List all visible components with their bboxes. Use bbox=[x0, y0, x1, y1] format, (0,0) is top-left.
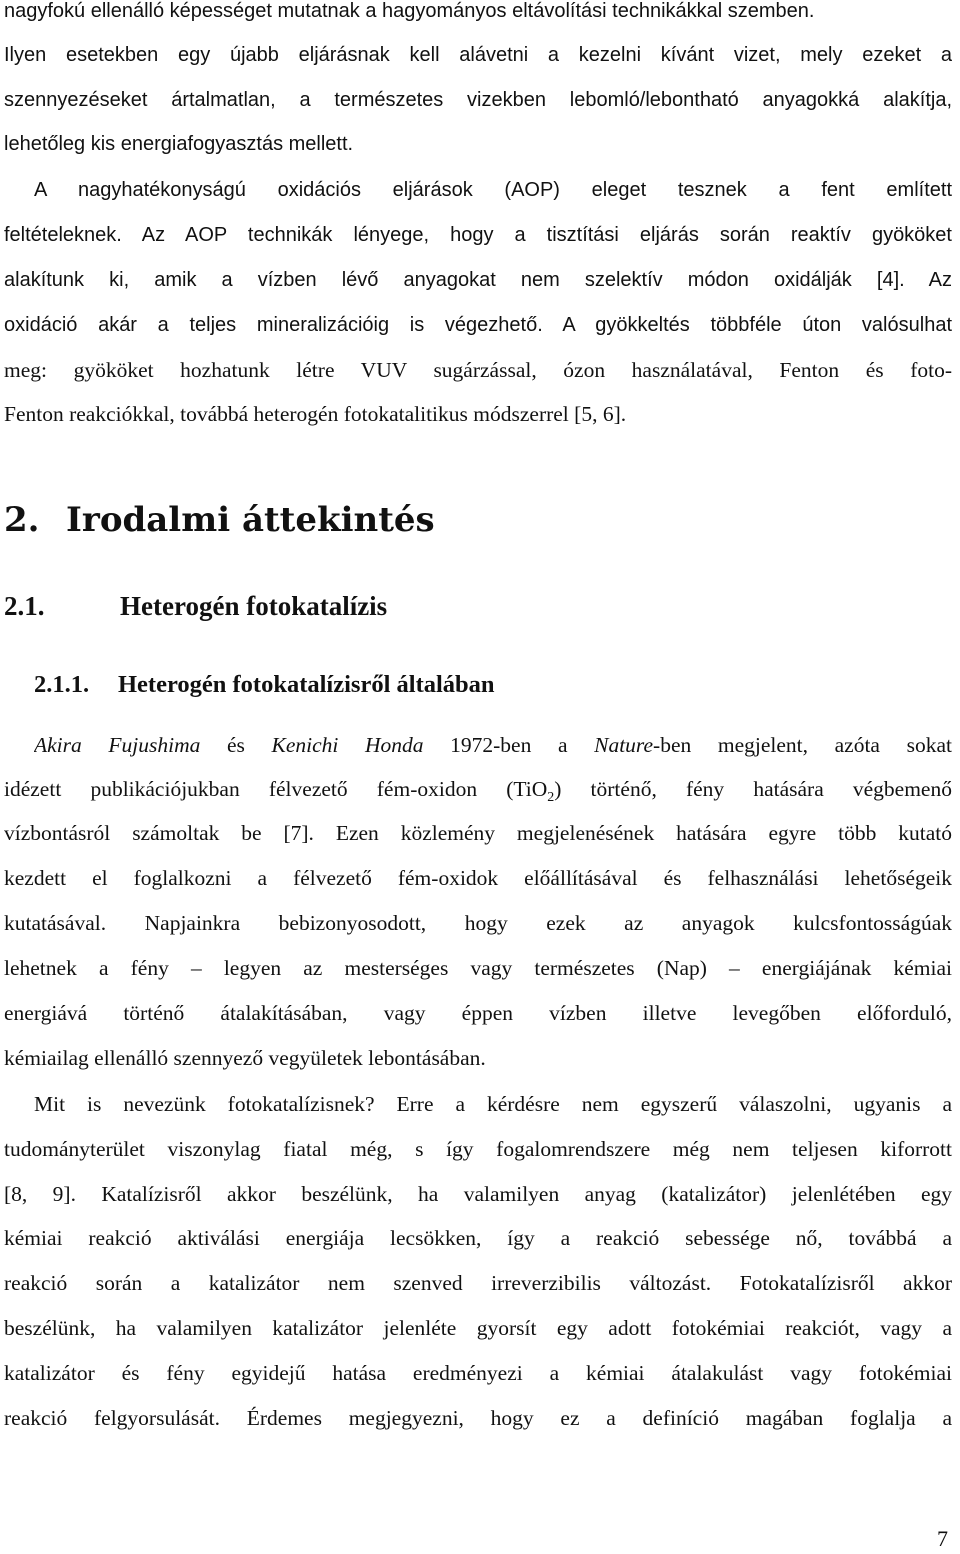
subsubsection-number: 2.1.1. bbox=[34, 671, 90, 698]
text-fragment: idézett publikációjukban félvezető fém-oxidon (TiO bbox=[4, 777, 548, 801]
subsection-title: Heterogén fotokatalízis bbox=[120, 591, 388, 621]
para1-line-8: kémiailag ellenálló szennyező vegyületek lebontásában. bbox=[4, 1046, 486, 1070]
aop-line-6: Fenton reakciókkal, továbbá heterogén fotokatalitikus módszerrel [5, 6]. bbox=[4, 402, 627, 426]
text-fragment: 1972-ben a bbox=[423, 733, 595, 757]
journal-name: Nature bbox=[594, 733, 654, 757]
intro-line-3: szennyezéseket ártalmatlan, a természetes vizekben lebomló/lebontható anyagokká alakítja, bbox=[4, 89, 952, 111]
author-name-1: Akira Fujushima bbox=[34, 733, 201, 757]
text-fragment: -ben megjelent, azóta sokat bbox=[653, 733, 952, 757]
intro-line-2: Ilyen esetekben egy újabb eljárásnak kell alávetni a kezelni kívánt vizet, mely ezeket a bbox=[4, 44, 952, 66]
section-number: 2. bbox=[4, 500, 40, 540]
subscript: 2 bbox=[547, 789, 555, 805]
para2-line-4: kémiai reakció aktiválási energiája lecsökken, így a reakció sebessége nő, továbbá a bbox=[4, 1226, 952, 1250]
para2-line-6: beszélünk, ha valamilyen katalizátor jelenléte gyorsít egy adott fotokémiai reakciót, vagy a bbox=[4, 1316, 952, 1340]
subsection-heading bbox=[4, 590, 387, 622]
para1-line-5: kutatásával. Napjainkra bebizonyosodott, hogy ezek az anyagok kulcsfontosságúak bbox=[4, 911, 952, 935]
section-heading bbox=[4, 500, 435, 540]
para1-line-7: energiává történő átalakításában, vagy éppen vízben illetve levegőben előforduló, bbox=[4, 1001, 952, 1025]
para2-line-7: katalizátor és fény egyidejű hatása eredményezi a kémiai átalakulást vagy fotokémiai bbox=[4, 1361, 952, 1385]
para1-line-1 bbox=[34, 731, 952, 761]
para2-line-1: Mit is nevezünk fotokatalízisnek? Erre a kérdésre nem egyszerű válaszolni, ugyanis a bbox=[34, 1092, 952, 1116]
para1-line-2 bbox=[4, 775, 952, 805]
para1-line-6: lehetnek a fény – legyen az mesterséges vagy természetes (Nap) – energiájának kémiai bbox=[4, 956, 952, 980]
aop-line-1: A nagyhatékonyságú oxidációs eljárások (AOP) eleget tesznek a fent említett bbox=[34, 179, 952, 201]
subsection-number: 2.1. bbox=[4, 591, 45, 621]
para2-line-2: tudományterület viszonylag fiatal még, s így fogalomrendszere még nem teljesen kiforrott bbox=[4, 1137, 952, 1161]
section-title: Irodalmi áttekintés bbox=[66, 500, 435, 540]
aop-line-4: oxidáció akár a teljes mineralizációig is végezhető. A gyökkeltés többféle úton valósulhat bbox=[4, 314, 952, 336]
para2-line-8: reakció felgyorsulását. Érdemes megjegyezni, hogy ez a definíció magában foglalja a bbox=[4, 1406, 952, 1430]
aop-line-2: feltételeknek. Az AOP technikák lényege, hogy a tisztítási eljárás során reaktív gyököket bbox=[4, 224, 952, 246]
subsubsection-title: Heterogén fotokatalízisről általában bbox=[118, 671, 495, 698]
para1-line-4: kezdett el foglalkozni a félvezető fém-oxidok előállításával és felhasználási lehetőségeik bbox=[4, 866, 952, 890]
aop-line-5: meg: gyököket hozhatunk létre VUV sugárzással, ózon használatával, Fenton és foto- bbox=[4, 358, 952, 382]
para2-line-3: [8, 9]. Katalízisről akkor beszélünk, ha valamilyen anyag (katalizátor) jelenlétében egy bbox=[4, 1182, 952, 1206]
text-fragment: ) történő, fény hatására végbemenő bbox=[554, 777, 952, 801]
page-number: 7 bbox=[937, 1526, 948, 1551]
subsubsection-heading bbox=[34, 670, 495, 700]
author-name-2: Kenichi Honda bbox=[271, 733, 424, 757]
text-fragment: és bbox=[200, 733, 272, 757]
para2-line-5: reakció során a katalizátor nem szenved irreverzibilis változást. Fotokatalízisről akkor bbox=[4, 1271, 952, 1295]
aop-line-3: alakítunk ki, amik a vízben lévő anyagokat nem szelektív módon oxidálják [4]. Az bbox=[4, 269, 952, 291]
para1-line-3: vízbontásról számoltak be [7]. Ezen közlemény megjelenésének hatására egyre több kutató bbox=[4, 821, 952, 845]
intro-line-4: lehetőleg kis energiafogyasztás mellett. bbox=[4, 133, 354, 155]
intro-line-1: nagyfokú ellenálló képességet mutatnak a hagyományos eltávolítási technikákkal szemben. bbox=[4, 0, 815, 22]
